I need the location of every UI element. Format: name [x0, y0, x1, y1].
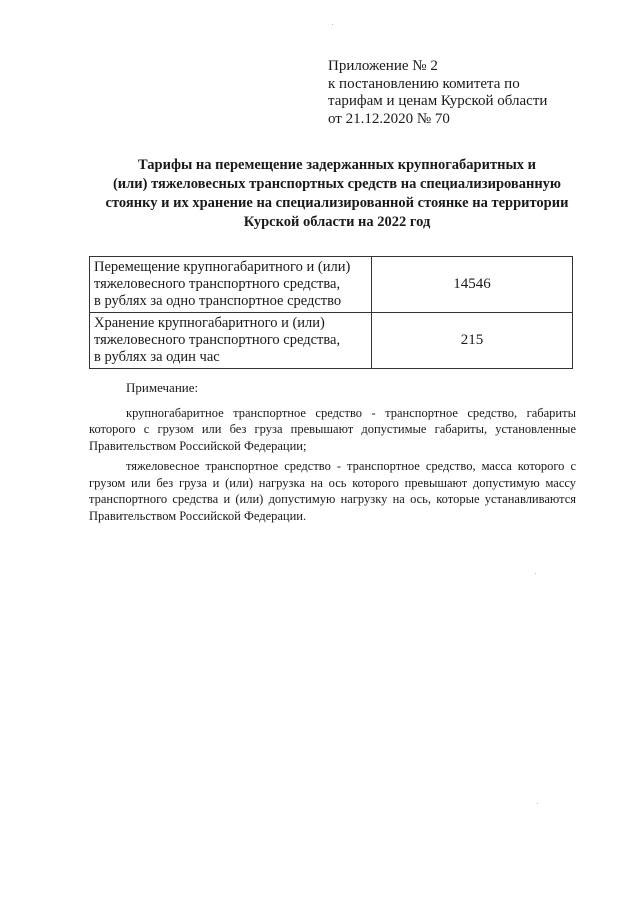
- tariff-value-cell: 14546: [372, 257, 573, 313]
- description-line: Хранение крупногабаритного и (или): [94, 315, 325, 331]
- note-paragraph: тяжеловесное транспортное средство - транспортное средство, масса которого с грузом или без груза и (или) нагрузка на ось которого превышают допустимую массу транспортного средства и (или) допустимую нагрузку на ось, которые устанавливаются Правительством Российской Федерации.: [89, 459, 576, 523]
- tariff-table: [89, 256, 573, 369]
- scan-speck: [537, 803, 538, 804]
- note-paragraph: крупногабаритное транспортное средство - транспортное средство, габариты которого с грузом или без груза превышают допустимые габариты, установленные Правительством Российской Федерации;: [89, 405, 576, 453]
- description-line: тяжеловесного транспортного средства,: [94, 332, 341, 348]
- description-line: в рублях за одно транспортное средство: [94, 293, 342, 309]
- appendix-line: Приложение № 2: [328, 58, 438, 74]
- appendix-header: [328, 58, 608, 128]
- title-line: (или) тяжеловесных транспортных средств на специализированную: [112, 176, 562, 192]
- description-line: Перемещение крупногабаритного и (или): [94, 259, 351, 275]
- appendix-line: к постановлению комитета по: [328, 75, 520, 92]
- title-line: стоянку и их хранение на специализированной стоянке на территории: [105, 195, 569, 211]
- title-line: Тарифы на перемещение задержанных крупногабаритных и: [137, 157, 537, 173]
- document-title: [92, 156, 582, 232]
- scan-speck: [535, 573, 536, 574]
- tariff-description-cell: [90, 313, 372, 369]
- appendix-line: от 21.12.2020 № 70: [328, 110, 450, 127]
- table-row: [90, 313, 573, 369]
- description-line: в рублях за один час: [94, 349, 220, 365]
- tariff-description-cell: [90, 257, 372, 313]
- title-line: Курской области на 2022 год: [243, 214, 431, 230]
- description-line: тяжеловесного транспортного средства,: [94, 276, 341, 292]
- notes-section: [89, 380, 576, 524]
- scan-speck: [332, 24, 333, 25]
- notes-label: Примечание:: [126, 380, 199, 395]
- tariff-value-cell: 215: [372, 313, 573, 369]
- appendix-line: тарифам и ценам Курской области: [328, 93, 548, 109]
- table-row: [90, 257, 573, 313]
